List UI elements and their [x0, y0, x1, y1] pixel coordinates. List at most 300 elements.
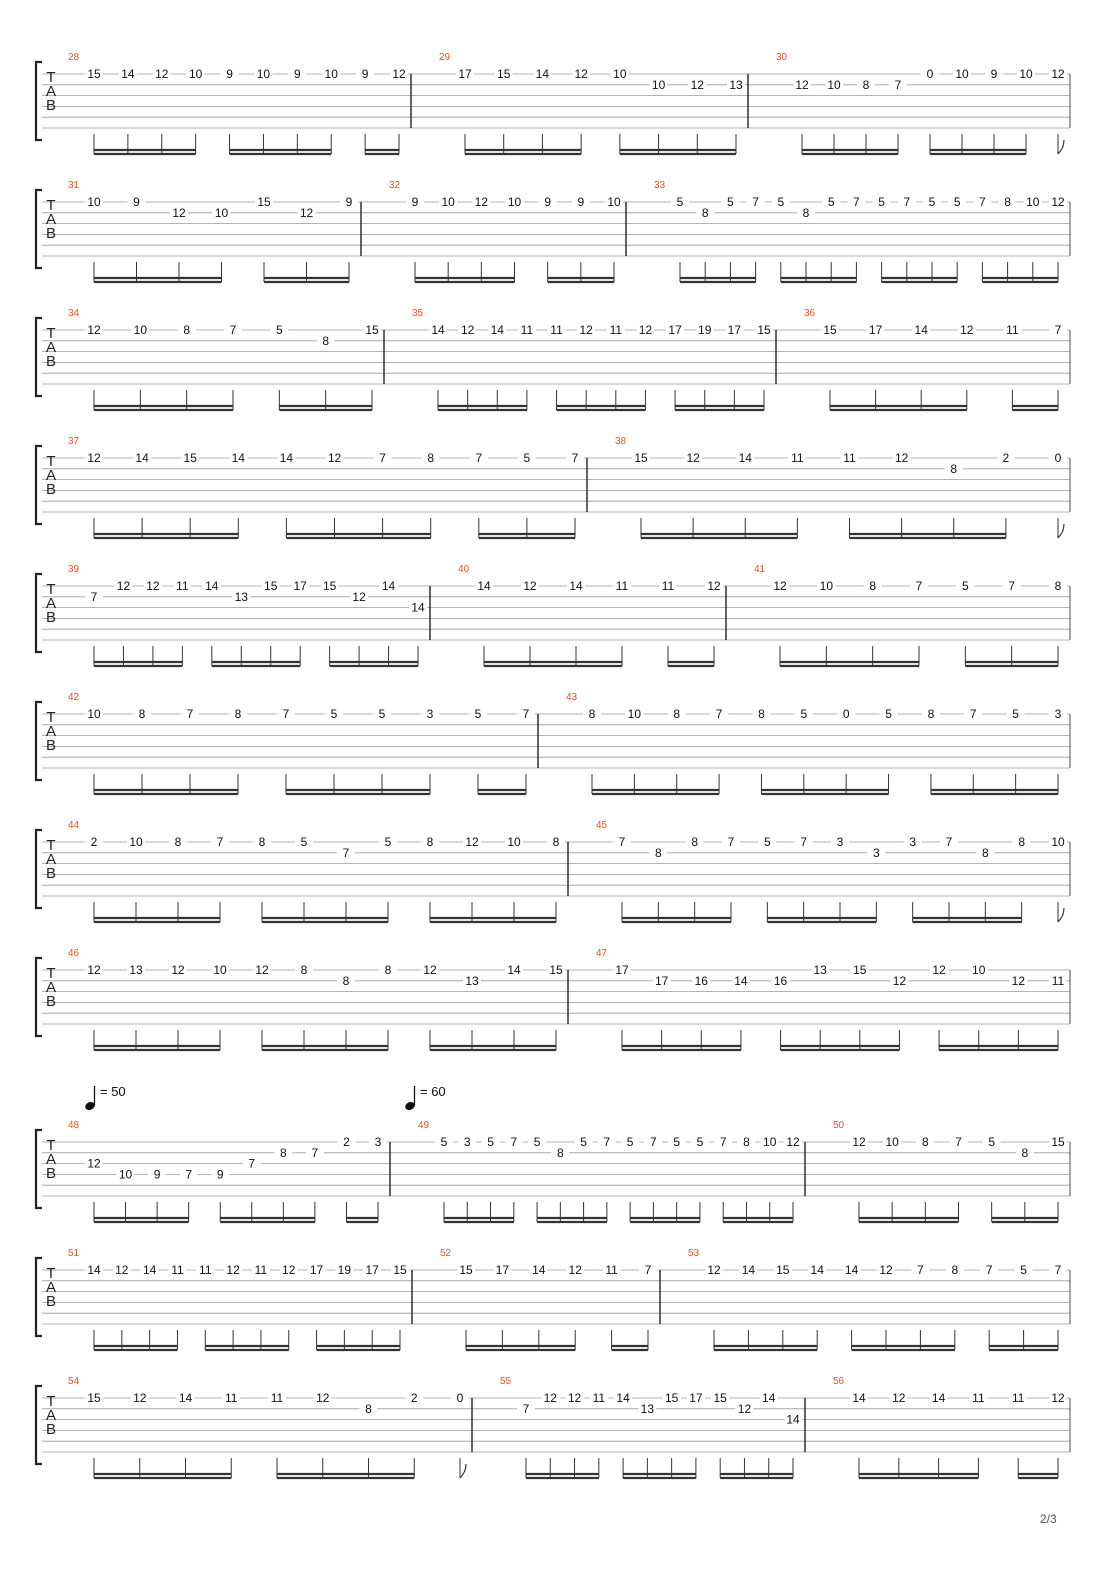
note-flag [460, 1464, 466, 1478]
fret-number: 14 [178, 1391, 193, 1405]
tab-clef-letter: T [46, 1137, 56, 1154]
tab-clef-letter: A [45, 83, 57, 100]
tempo-value: = 50 [100, 1084, 126, 1099]
fret-number: 11 [1006, 323, 1019, 337]
fret-number: 14 [490, 323, 504, 337]
fret-number: 3 [426, 707, 434, 721]
measure-number: 41 [754, 564, 766, 575]
fret-number: 8 [588, 707, 596, 721]
fret-number: 12 [543, 1391, 557, 1405]
fret-number: 10 [188, 67, 203, 81]
measure-number: 50 [833, 1120, 845, 1131]
staff-system [36, 1376, 1070, 1478]
fret-number: 14 [914, 323, 928, 337]
fret-number: 7 [903, 195, 911, 209]
fret-number: 11 [972, 1391, 985, 1405]
fret-number: 12 [892, 973, 907, 988]
fret-number: 7 [719, 1135, 727, 1149]
measure-number: 55 [500, 1376, 512, 1387]
fret-number: 12 [1051, 195, 1065, 209]
fret-number: 9 [577, 195, 585, 209]
fret-number: 3 [374, 1135, 382, 1149]
fret-number: 7 [752, 195, 759, 209]
tab-clef-letter: B [45, 993, 57, 1010]
measure [439, 52, 745, 154]
fret-number: 12 [392, 67, 406, 81]
fret-number: 5 [885, 707, 892, 721]
measure [68, 564, 427, 666]
fret-number: 5 [988, 1135, 996, 1149]
fret-number: 15 [183, 451, 197, 465]
fret-number: 12 [226, 1263, 240, 1277]
fret-number: 11 [254, 1263, 268, 1277]
measure-number: 28 [68, 52, 80, 63]
tab-clef-letter: A [45, 1407, 57, 1424]
fret-number: 8 [258, 835, 266, 849]
fret-number: 11 [605, 1263, 618, 1277]
fret-number: 5 [928, 195, 936, 209]
fret-number: 10 [129, 835, 143, 849]
staff-system [36, 692, 1070, 794]
fret-number: 14 [810, 1263, 824, 1277]
fret-number: 17 [654, 973, 669, 988]
tab-clef-letter: B [45, 1165, 57, 1182]
staff-system [36, 308, 1070, 410]
fret-number: 11 [225, 1391, 238, 1405]
fret-number: 11 [791, 451, 804, 465]
measure [440, 1248, 657, 1350]
fret-number: 15 [497, 67, 511, 81]
measure [418, 1120, 802, 1222]
fret-number: 12 [795, 77, 809, 92]
fret-number: 11 [550, 323, 563, 337]
tab-clef-letter: A [45, 851, 57, 868]
fret-number: 5 [763, 835, 771, 849]
fret-number: 8 [921, 1135, 929, 1149]
fret-number: 7 [853, 195, 860, 209]
measure-number: 48 [68, 1120, 80, 1131]
tab-clef-letter: B [45, 1421, 57, 1438]
measure [776, 52, 1067, 154]
staff-system [36, 1248, 1070, 1350]
measure-number: 46 [68, 948, 80, 959]
staff-system [36, 436, 1070, 538]
fret-number: 2 [343, 1135, 350, 1149]
fret-number: 12 [773, 579, 787, 593]
fret-number: 8 [552, 835, 560, 849]
fret-number: 8 [981, 845, 989, 860]
measure [68, 1248, 409, 1350]
fret-number: 12 [146, 579, 160, 593]
fret-number: 8 [300, 963, 308, 977]
fret-number: 5 [474, 707, 482, 721]
fret-number: 8 [234, 707, 242, 721]
fret-number: 12 [737, 1401, 752, 1416]
fret-number: 7 [522, 707, 530, 721]
fret-number: 12 [892, 1391, 906, 1405]
fret-number: 14 [431, 323, 445, 337]
fret-number: 15 [713, 1391, 727, 1405]
measure-number: 54 [68, 1376, 80, 1387]
measure-number: 43 [566, 692, 578, 703]
fret-number: 7 [379, 451, 386, 465]
fret-number: 9 [990, 67, 998, 81]
fret-number: 7 [475, 451, 483, 465]
system-bracket [36, 574, 42, 652]
fret-number: 5 [800, 707, 808, 721]
fret-number: 7 [917, 1263, 924, 1277]
fret-number: 12 [638, 323, 653, 337]
fret-number: 7 [1054, 1263, 1062, 1277]
fret-number: 10 [955, 67, 969, 81]
system-bracket [36, 1258, 42, 1336]
fret-number: 14 [738, 451, 752, 465]
fret-number: 7 [985, 1263, 993, 1277]
fret-number: 13 [729, 77, 743, 92]
fret-number: 19 [337, 1263, 352, 1277]
system-bracket [36, 62, 42, 140]
fret-number: 12 [87, 1156, 101, 1171]
fret-number: 8 [426, 835, 434, 849]
fret-number: 7 [650, 1135, 657, 1149]
measure-number: 32 [389, 180, 401, 191]
measure [412, 308, 773, 410]
note-flag [1058, 524, 1064, 538]
fret-number: 14 [844, 1263, 859, 1277]
fret-number: 12 [1051, 67, 1065, 81]
page-number: 2/3 [1040, 1512, 1057, 1526]
fret-number: 12 [465, 835, 479, 849]
fret-number: 12 [707, 1263, 721, 1277]
measure [654, 180, 1067, 282]
fret-number: 8 [654, 845, 662, 860]
fret-number: 8 [951, 1263, 959, 1277]
fret-number: 14 [741, 1263, 756, 1277]
fret-number: 7 [727, 835, 735, 849]
fret-number: 12 [282, 1263, 296, 1277]
note-flag [1058, 140, 1064, 154]
fret-number: 10 [1026, 195, 1040, 209]
fret-number: 8 [138, 707, 146, 721]
fret-number: 12 [423, 963, 437, 977]
fret-number: 14 [532, 1263, 546, 1277]
measure [68, 692, 535, 794]
fret-number: 7 [342, 845, 350, 860]
fret-number: 11 [1011, 1391, 1025, 1405]
measure-number: 33 [654, 180, 666, 191]
measure-number: 38 [615, 436, 627, 447]
measure [596, 948, 1067, 1050]
fret-number: 15 [549, 963, 563, 977]
fret-number: 5 [827, 195, 835, 209]
fret-number: 5 [727, 195, 734, 209]
fret-number: 16 [694, 973, 708, 988]
system-bracket [36, 702, 42, 780]
fret-number: 12 [1011, 973, 1026, 988]
tab-clef-letter: A [45, 1279, 57, 1296]
fret-number: 3 [909, 835, 917, 849]
fret-number: 5 [878, 195, 885, 209]
fret-number: 8 [691, 835, 699, 849]
fret-number: 7 [571, 451, 579, 465]
fret-number: 7 [282, 707, 290, 721]
fret-number: 15 [757, 323, 771, 337]
fret-number: 7 [603, 1135, 611, 1149]
measure-number: 52 [440, 1248, 452, 1259]
fret-number: 12 [87, 323, 101, 337]
fret-number: 5 [676, 195, 684, 209]
fret-number: 10 [972, 963, 986, 977]
fret-number: 7 [522, 1401, 530, 1416]
fret-number: 14 [477, 579, 491, 593]
tab-clef-letter: A [45, 339, 57, 356]
fret-number: 10 [507, 195, 522, 209]
fret-number: 14 [279, 451, 294, 465]
fret-number: 7 [955, 1135, 962, 1149]
fret-number: 0 [1054, 451, 1062, 465]
fret-number: 17 [495, 1263, 510, 1277]
fret-number: 12 [327, 451, 342, 465]
measure [68, 52, 408, 154]
fret-number: 12 [171, 963, 185, 977]
tab-clef-letter: T [46, 69, 56, 86]
measure-number: 37 [68, 436, 80, 447]
fret-number: 5 [533, 1135, 541, 1149]
fret-number: 14 [616, 1391, 630, 1405]
fret-number: 12 [786, 1135, 800, 1149]
fret-number: 12 [172, 205, 186, 220]
fret-number: 14 [381, 579, 396, 593]
measure-number: 44 [68, 820, 80, 831]
fret-number: 10 [214, 205, 229, 220]
fret-number: 10 [1051, 835, 1065, 849]
fret-number: 12 [1051, 1391, 1065, 1405]
fret-number: 13 [465, 973, 479, 988]
fret-number: 5 [961, 579, 969, 593]
tab-clef-letter: A [45, 979, 57, 996]
fret-number: 15 [823, 323, 837, 337]
fret-number: 8 [365, 1401, 372, 1416]
measure [566, 692, 1067, 794]
fret-number: 7 [185, 1167, 193, 1182]
fret-number: 7 [618, 835, 626, 849]
fret-number: 10 [819, 579, 834, 593]
tempo-mark [84, 1084, 126, 1112]
fret-number: 14 [87, 1263, 101, 1277]
fret-number: 3 [872, 845, 880, 860]
fret-number: 12 [299, 205, 314, 220]
fret-number: 9 [216, 1167, 224, 1182]
fret-number: 10 [441, 195, 455, 209]
fret-number: 12 [852, 1135, 866, 1149]
tab-clef-letter: B [45, 609, 57, 626]
system-bracket [36, 190, 42, 268]
system-bracket [36, 318, 42, 396]
fret-number: 11 [592, 1391, 606, 1405]
tab-clef-letter: T [46, 581, 56, 598]
fret-number: 17 [615, 963, 629, 977]
fret-number: 12 [574, 67, 588, 81]
measure-number: 51 [68, 1248, 80, 1259]
fret-number: 7 [715, 707, 723, 721]
fret-number: 10 [827, 77, 841, 92]
staff-system [36, 948, 1070, 1050]
fret-number: 7 [800, 835, 808, 849]
measure [68, 1376, 469, 1478]
fret-number: 5 [953, 195, 961, 209]
fret-number: 0 [456, 1391, 464, 1405]
fret-number: 14 [205, 579, 219, 593]
fret-number: 12 [116, 579, 131, 593]
measure [804, 308, 1067, 410]
fret-number: 15 [664, 1391, 679, 1405]
fret-number: 7 [644, 1263, 652, 1277]
measure [500, 1376, 802, 1478]
fret-number: 10 [133, 323, 148, 337]
fret-number: 8 [1021, 1145, 1029, 1160]
measure-number: 30 [776, 52, 788, 63]
fret-number: 8 [862, 77, 870, 92]
fret-number: 5 [384, 835, 392, 849]
fret-number: 13 [129, 963, 143, 977]
fret-number: 15 [1051, 1135, 1065, 1149]
fret-number: 8 [384, 963, 392, 977]
fret-number: 7 [216, 835, 224, 849]
fret-number: 5 [330, 707, 338, 721]
fret-number: 8 [927, 707, 935, 721]
measure [68, 948, 565, 1050]
fret-number: 19 [698, 323, 712, 337]
fret-number: 10 [607, 195, 621, 209]
fret-number: 11 [843, 451, 856, 465]
fret-number: 12 [155, 67, 169, 81]
fret-number: 0 [926, 67, 934, 81]
fret-number: 15 [393, 1263, 407, 1277]
fret-number: 5 [523, 451, 531, 465]
fret-number: 7 [1008, 579, 1016, 593]
measure [833, 1120, 1067, 1222]
staff-system [36, 180, 1070, 282]
tab-clef-letter: T [46, 1393, 56, 1410]
fret-number: 9 [411, 195, 419, 209]
fret-number: 11 [661, 579, 675, 593]
fret-number: 8 [183, 323, 191, 337]
tab-clef-letter: T [46, 325, 56, 342]
fret-number: 15 [634, 451, 648, 465]
fret-number: 17 [689, 1391, 703, 1405]
fret-number: 17 [309, 1263, 324, 1277]
fret-number: 8 [427, 451, 435, 465]
staff-system [36, 52, 1070, 154]
fret-number: 2 [90, 835, 98, 849]
fret-number: 9 [133, 195, 140, 209]
note-flag [1058, 908, 1064, 922]
measure [68, 820, 565, 922]
measure-number: 42 [68, 692, 80, 703]
tab-clef-letter: T [46, 709, 56, 726]
tab-clef-letter: T [46, 965, 56, 982]
tab-clef-letter: A [45, 1151, 57, 1168]
fret-number: 5 [487, 1135, 494, 1149]
system-bracket [36, 1130, 42, 1208]
fret-number: 11 [520, 323, 534, 337]
fret-number: 10 [885, 1135, 899, 1149]
fret-number: 11 [609, 323, 623, 337]
tab-clef-letter: T [46, 1265, 56, 1282]
fret-number: 12 [133, 1391, 147, 1405]
fret-number: 8 [1018, 835, 1026, 849]
fret-number: 7 [311, 1145, 319, 1160]
fret-number: 10 [118, 1167, 133, 1182]
fret-number: 7 [894, 77, 902, 92]
staff-system [36, 820, 1070, 922]
tab-clef-letter: A [45, 211, 57, 228]
fret-number: 12 [568, 1263, 582, 1277]
fret-number: 9 [544, 195, 552, 209]
system-bracket [36, 830, 42, 908]
tab-clef-letter: T [46, 453, 56, 470]
fret-number: 9 [361, 67, 369, 81]
measure-number: 29 [439, 52, 451, 63]
fret-number: 17 [365, 1263, 379, 1277]
tab-clef-letter: B [45, 353, 57, 370]
fret-number: 8 [342, 973, 350, 988]
fret-number: 12 [523, 579, 537, 593]
staff-system [36, 564, 1070, 666]
measure-number: 56 [833, 1376, 845, 1387]
fret-number: 15 [257, 195, 271, 209]
fret-number: 12 [707, 579, 721, 593]
fret-number: 14 [535, 67, 550, 81]
tab-clef-letter: B [45, 737, 57, 754]
measure [68, 180, 358, 282]
fret-number: 9 [153, 1167, 161, 1182]
fret-number: 17 [293, 579, 307, 593]
fret-number: 12 [567, 1391, 582, 1405]
measure-number: 47 [596, 948, 608, 959]
tab-clef-letter: T [46, 837, 56, 854]
fret-number: 13 [234, 589, 248, 604]
fret-number: 10 [1019, 67, 1033, 81]
fret-number: 12 [87, 451, 101, 465]
system-bracket [36, 1386, 42, 1464]
tab-clef-letter: B [45, 481, 57, 498]
fret-number: 12 [87, 963, 101, 977]
fret-number: 12 [352, 589, 366, 604]
measure [754, 564, 1067, 666]
fret-number: 8 [869, 579, 877, 593]
fret-number: 11 [1051, 973, 1065, 988]
fret-number: 9 [293, 67, 301, 81]
fret-number: 11 [615, 579, 629, 593]
fret-number: 10 [87, 707, 101, 721]
fret-number: 2 [1002, 451, 1010, 465]
fret-number: 8 [279, 1145, 287, 1160]
fret-number: 12 [316, 1391, 330, 1405]
fret-number: 5 [300, 835, 308, 849]
fret-number: 5 [580, 1135, 587, 1149]
fret-number: 12 [879, 1263, 893, 1277]
fret-number: 12 [960, 323, 974, 337]
measure [615, 436, 1067, 538]
measure-number: 31 [68, 180, 80, 191]
fret-number: 7 [969, 707, 977, 721]
fret-number: 15 [264, 579, 278, 593]
fret-number: 12 [932, 963, 946, 977]
fret-number: 7 [979, 195, 986, 209]
fret-number: 14 [734, 973, 748, 988]
fret-number: 13 [640, 1401, 655, 1416]
